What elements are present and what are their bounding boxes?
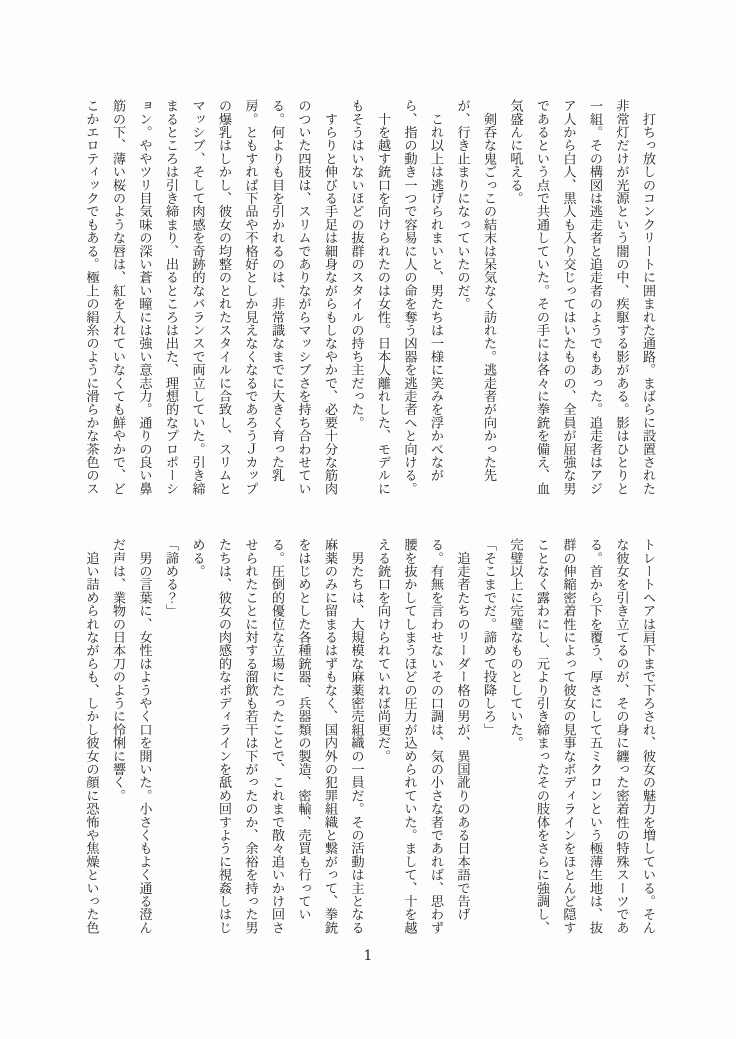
text-column: ア人から白人、黒人も入り交じってはいたものの、全員が屈強な男 [560, 99, 576, 495]
text-column: 非常灯だけが光源という闇の中、疾駆する影がある。影はひとりと [613, 99, 629, 495]
text-column: る。何よりも目を引かれるのは、非常識なまでに大きく育った乳 [269, 99, 284, 482]
text-column: ら、指の動き一つで容易に人の命を奪う凶器を逃走者へと向ける。 [401, 99, 417, 495]
text-column: ョン。ややツリ目気味の深い蒼い瞳には強い意志力。通りの良い鼻 [136, 99, 152, 495]
text-column: な彼女を引き立てるのが、その身に纏った密着性の特殊スーツであ [613, 538, 629, 934]
text-column: こかエロティックでもある。極上の絹糸のように滑らかな茶色のス [83, 99, 99, 495]
text-column: たちは、彼女の肉感的なボディラインを舐め回すように視姦しはじ [216, 538, 231, 934]
text-column: 男の言葉に、女性はようやく口を開いた。小さくもよく通る澄ん [136, 538, 152, 934]
text-column: 筋の下、薄い桜のような唇は、紅を入れていなくても鮮やかで、ど [110, 99, 125, 495]
text-column: 気盛んに吼える。 [507, 99, 523, 205]
text-column: これ以上は逃げられまいと、男たちは一様に笑みを浮かべなが [428, 99, 443, 482]
text-column: る。有無を言わせないその口調は、気の小さな者であれば、思わず [428, 538, 443, 934]
text-column: 十を越す銃口を向けられたのは女性。日本人離れした、モデルに [375, 99, 390, 495]
text-column: 剣呑な鬼ごっこの結末は呆気なく訪れた。逃走者が向かった先 [481, 99, 496, 482]
text-column: トレートヘアは肩下まで下ろされ、彼女の魅力を増している。そん [640, 538, 655, 934]
text-column: める。 [189, 538, 205, 578]
text-column: の爆乳はしかし、彼女の均整のとれたスタイルに合致し、スリムと [216, 99, 231, 495]
text-column: すらりと伸びる手足は細身ながらもしなやかで、必要十分な筋肉 [322, 99, 337, 495]
text-column: 房。ともすれば下品や不格好としか見えなくなるであろうＪカップ [242, 99, 258, 495]
text-column: る。圧倒的優位な立場にたったことで、これまで散々追いかけ回さ [269, 538, 284, 934]
text-column: 「そこまでだ。諦めて投降しろ」 [481, 538, 496, 736]
text-column: が、行き止まりになっていたのだ。 [454, 99, 470, 311]
text-column: まるところは引き締まり、出るところは出た、理想的なプロポーシ [163, 99, 178, 495]
text-column: 麻薬のみに留まるはずもなく、国内外の犯罪組織と繋がって、拳銃 [322, 538, 337, 934]
text-column: 「諦める？」 [163, 538, 178, 618]
text-column: 一組。その構図は逃走者と追走者のようでもあった。追走者はアジ [587, 99, 602, 495]
novel-text-bottom-block [77, 538, 660, 936]
text-column: であるという点で共通していた。その手には各々に拳銃を備え、血 [534, 99, 549, 495]
text-column: のついた四肢は、スリムでありながらマッシブさを持ち合わせてい [295, 99, 311, 495]
text-column: る。首から下を覆う、厚さにして五ミクロンという極薄生地は、抜 [587, 538, 602, 934]
text-column: ことなく露わにし、元より引き締まったその肢体をさらに強調し、 [534, 538, 549, 934]
text-column: をはじめとした各種銃器、兵器類の製造、密輸、売買も行ってい [295, 538, 311, 921]
text-column: 男たちは、大規模な麻薬密売組織の一員だ。その活動は主となる [348, 538, 364, 934]
novel-text-top-block [77, 99, 660, 497]
text-column: だ声は、業物の日本刀のように怜悧に響く。 [110, 538, 125, 802]
text-column: 打ちっ放しのコンクリートに囲まれた通路。まばらに設置された [640, 99, 655, 495]
text-column: もそうはいないほどの抜群のスタイルの持ち主だった。 [348, 99, 364, 429]
text-column: せられたことに対する溜飲も若干は下がったのか、余裕を持った男 [242, 538, 258, 934]
text-column: マッシブ、そして肉感を奇跡的なバランスで両立していた。引き締 [189, 99, 205, 495]
page-number: 1 [363, 948, 373, 964]
text-column: 追走者たちのリーダー格の男が、異国訛りのある日本語で告げ [454, 538, 470, 921]
text-column: 追い詰められながらも、しかし彼女の顔に恐怖や焦燥といった色 [83, 538, 99, 934]
text-column: 腰を抜かしてしまうほどの圧力が込められていた。まして、十を越 [401, 538, 417, 934]
text-column: える銃口を向けられていれば尚更だ。 [375, 538, 390, 763]
text-column: 完璧以上に完璧なものとしていた。 [507, 538, 523, 750]
text-column: 群の伸縮密着性によって彼女の見事なボディラインをほとんど隠す [560, 538, 576, 934]
